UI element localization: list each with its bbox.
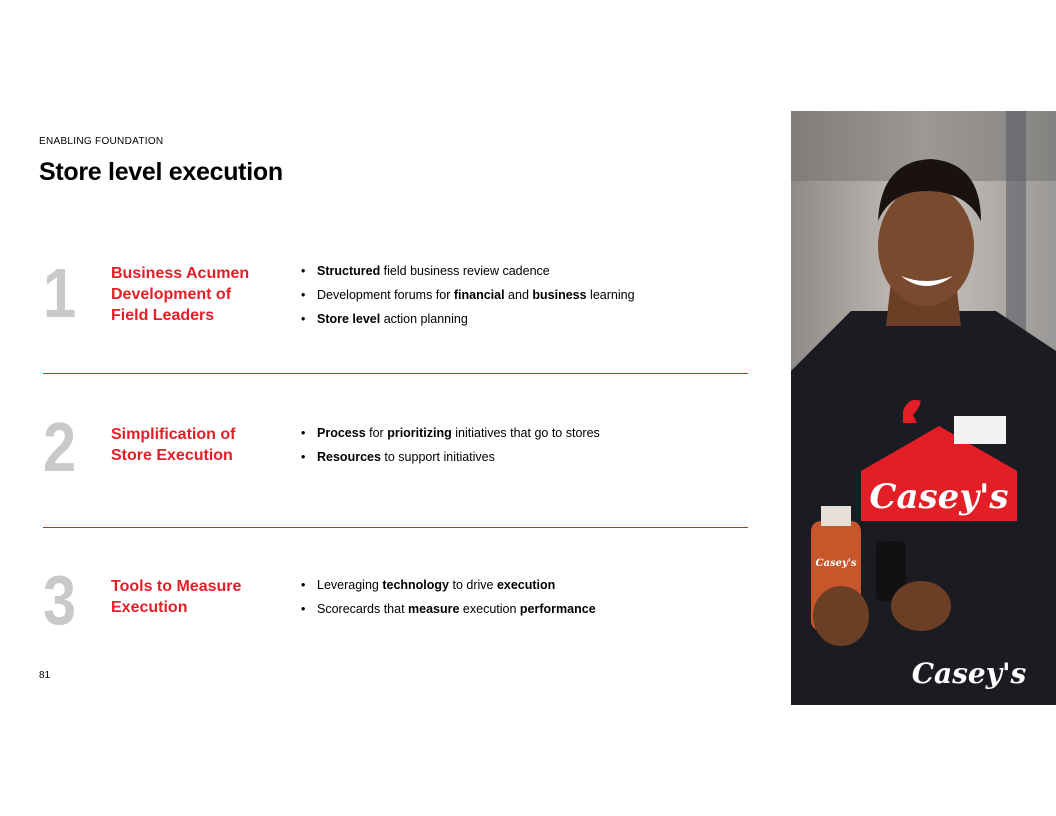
section-heading	[111, 576, 271, 618]
bullet-text: to drive	[449, 578, 497, 592]
section-heading	[111, 263, 271, 326]
section-divider	[43, 527, 748, 528]
section-2	[39, 408, 749, 492]
bullet-emphasis: performance	[519, 602, 596, 616]
section-heading	[111, 424, 271, 466]
bullet-item	[301, 288, 635, 302]
eyebrow-label: ENABLING FOUNDATION	[39, 136, 164, 147]
bullet-text: execution	[459, 602, 520, 616]
heading-line: Simplification of	[111, 426, 236, 443]
name-badge	[954, 416, 1006, 444]
heading-line: Field Leaders	[111, 307, 215, 324]
bullet-emphasis: financial	[453, 288, 505, 302]
bullet-text: learning	[586, 288, 635, 302]
bullet-item	[301, 450, 600, 464]
section-number: 1	[43, 254, 77, 332]
bullet-list	[301, 426, 600, 474]
heading-line: Execution	[111, 599, 188, 616]
bullet-emphasis: Store level	[317, 312, 381, 326]
bullet-list	[301, 264, 635, 336]
bullet-text: Scorecards that	[317, 602, 409, 616]
bullet-text: for	[365, 426, 388, 440]
bullet-emphasis: Process	[317, 426, 366, 440]
bullet-item	[301, 426, 600, 440]
heading-line: Business Acumen	[111, 265, 250, 282]
caseys-logo: Casey's	[911, 657, 1027, 690]
bullet-emphasis: measure	[408, 602, 460, 616]
heading-line: Development of	[111, 286, 232, 303]
bullet-emphasis: technology	[382, 578, 449, 592]
bullet-list	[301, 578, 596, 626]
bullet-item	[301, 602, 596, 616]
bullet-text: Leveraging	[317, 578, 383, 592]
bullet-item	[301, 312, 635, 326]
section-1	[39, 254, 749, 338]
bullet-emphasis: execution	[496, 578, 556, 592]
bullet-text: action planning	[380, 312, 468, 326]
shirt-logo-text: Casey's	[869, 477, 1009, 517]
heading-line: Store Execution	[111, 447, 233, 464]
page-number: 81	[39, 670, 51, 681]
bullet-text: to support initiatives	[380, 450, 495, 464]
bullet-text: initiatives that go to stores	[451, 426, 600, 440]
page-title: Store level execution	[39, 158, 283, 186]
section-number: 3	[43, 561, 77, 639]
bullet-emphasis: business	[532, 288, 587, 302]
bullet-text: Development forums for	[317, 288, 454, 302]
bullet-text: and	[504, 288, 533, 302]
face	[878, 186, 974, 306]
bullet-emphasis: prioritizing	[387, 426, 452, 440]
section-divider	[43, 373, 748, 374]
employee-photo	[791, 111, 1056, 705]
employee-illustration	[791, 111, 1056, 705]
bullet-item	[301, 264, 635, 278]
heading-line: Tools to Measure	[111, 578, 242, 595]
section-number: 2	[43, 408, 77, 486]
bottle-label: Casey's	[815, 558, 857, 569]
bullet-emphasis: Resources	[317, 450, 381, 464]
bullet-text: field business review cadence	[380, 264, 550, 278]
bullet-emphasis: Structured	[317, 264, 381, 278]
section-3	[39, 561, 749, 645]
bullet-item	[301, 578, 596, 592]
